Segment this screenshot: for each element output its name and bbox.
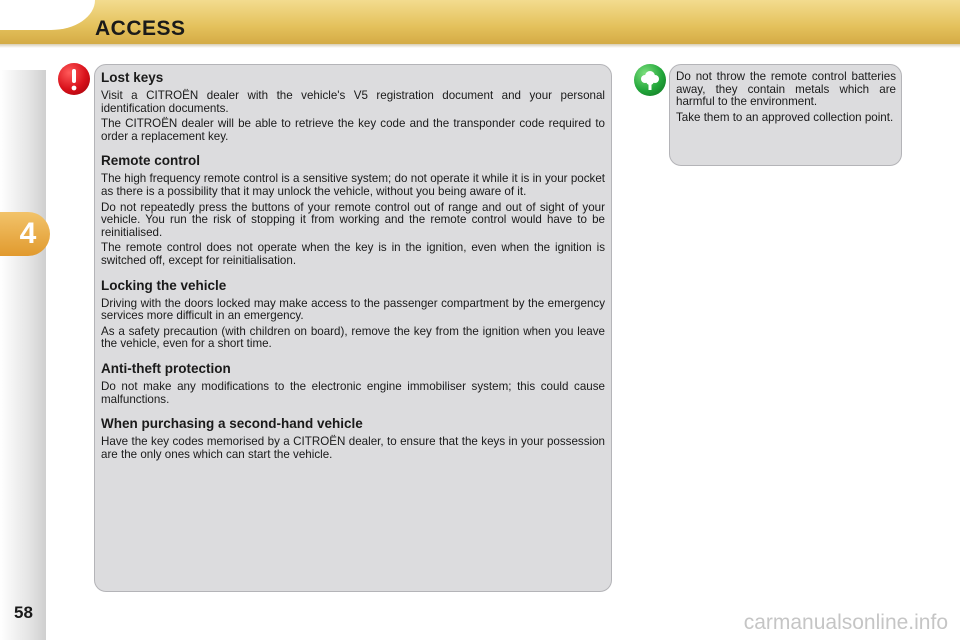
section-anti-theft [101, 361, 605, 406]
header-shadow [0, 44, 960, 48]
page-title: ACCESS [95, 17, 186, 40]
page-number: 58 [14, 603, 33, 622]
warning-box [94, 64, 612, 592]
chapter-tab [0, 212, 50, 256]
eco-paragraph: Take them to an approved collection point. [676, 110, 894, 124]
section-paragraph: The CITROËN dealer will be able to retrieve the key code and the transponder code required to order a replacement key. [101, 117, 605, 143]
section-heading: Lost keys [101, 70, 164, 85]
section-second-hand [101, 416, 605, 461]
section-paragraph: The remote control does not operate when the key is in the ignition, even when the ignition is switched off, except for reinitialisation. [101, 241, 605, 267]
section-paragraph: Visit a CITROËN dealer with the vehicle's V5 registration document and your personal identification documents. [101, 89, 605, 115]
section-paragraph: Driving with the doors locked may make access to the passenger compartment by the emergency services more difficult in an emergency. [101, 296, 605, 323]
side-strip [0, 70, 46, 640]
eco-paragraph: Do not throw the remote control batteries away, they contain metals which are harmful to the environment. [676, 70, 896, 109]
section-paragraph: Have the key codes memorised by a CITROËN dealer, to ensure that the keys in your possession are the only ones which can start the vehicle. [101, 435, 605, 461]
chapter-number: 4 [19, 217, 37, 250]
eco-box [669, 64, 902, 166]
section-heading: Locking the vehicle [101, 277, 227, 293]
section-paragraph: As a safety precaution (with children on board), remove the key from the ignition when you leave the vehicle, even for a short time. [101, 324, 605, 351]
environment-tree-icon [634, 64, 666, 96]
section-paragraph: Do not repeatedly press the buttons of your remote control out of range and out of sight of your vehicle. You run the risk of stopping it from working and the remote control would have to be reinitialised. [101, 200, 605, 239]
section-locking-vehicle [101, 278, 605, 351]
section-paragraph: Do not make any modifications to the electronic engine immobiliser system; this could cause malfunctions. [101, 379, 605, 406]
section-lost-keys [101, 70, 605, 143]
section-heading: Remote control [101, 153, 201, 169]
section-heading: Anti-theft protection [101, 360, 231, 376]
section-heading: When purchasing a second-hand vehicle [101, 416, 363, 432]
section-remote-control [101, 153, 605, 267]
section-paragraph: The high frequency remote control is a sensitive system; do not operate it while it is in your pocket as there is a possibility that it may unlock the vehicle, without you being aware of it. [101, 172, 605, 198]
watermark: carmanualsonline.info [743, 611, 948, 634]
warning-exclamation-icon [58, 63, 90, 95]
